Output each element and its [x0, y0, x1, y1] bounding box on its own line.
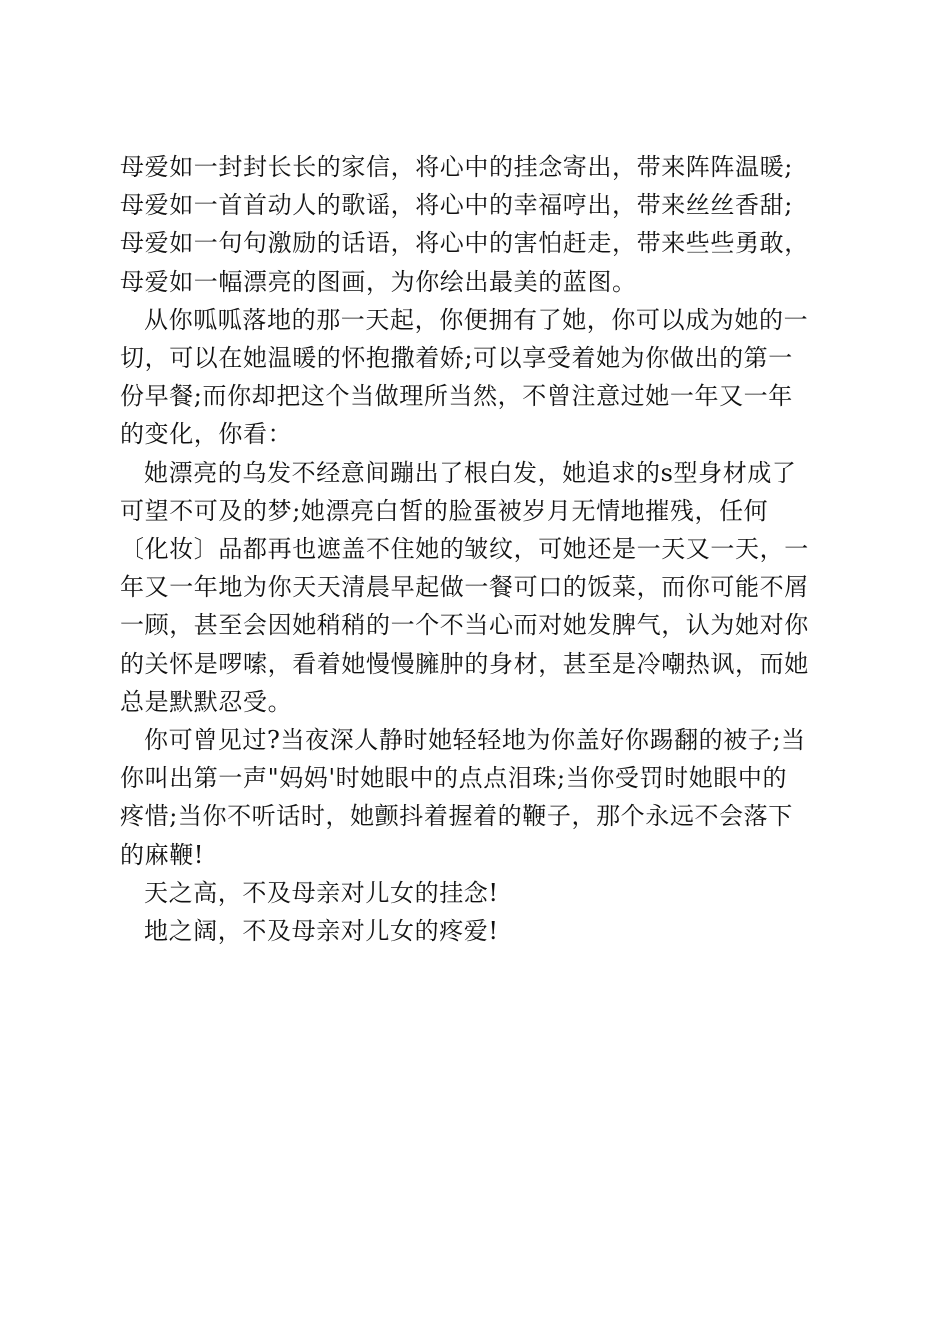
text-line: 从你呱呱落地的那一天起，你便拥有了她，你可以成为她的一 — [144, 305, 809, 334]
text-line: 的麻鞭! — [120, 840, 205, 869]
paragraph-1 — [120, 148, 840, 301]
text-line: 地之阔，不及母亲对儿女的疼爱! — [144, 917, 499, 946]
text-line: 你可曾见过?当夜深人静时她轻轻地为你盖好你踢翻的被子;当 — [144, 726, 806, 755]
paragraph-5 — [120, 874, 840, 912]
text-line: 母爱如一封封长长的家信，将心中的挂念寄出，带来阵阵温暖; — [120, 153, 793, 181]
text-line: 疼惜;当你不听话时，她颤抖着握着的鞭子，那个永远不会落下 — [120, 802, 793, 831]
paragraph-2 — [120, 301, 840, 454]
text-line: 一顾，甚至会因她稍稍的一个不当心而对她发脾气，认为她对你 — [120, 611, 809, 640]
text-line: 天之高，不及母亲对儿女的挂念! — [144, 878, 499, 907]
text-line: 母爱如一幅漂亮的图画，为你绘出最美的蓝图。 — [120, 267, 637, 296]
text-line: 可望不可及的梦;她漂亮白皙的脸蛋被岁月无情地摧残，任何 — [120, 496, 769, 525]
text-line: 的变化，你看： — [120, 420, 293, 449]
text-line: 〔化妆〕品都再也遮盖不住她的皱纹，可她还是一天又一天，一 — [120, 535, 809, 564]
document-body — [120, 148, 840, 950]
paragraph-4 — [120, 721, 840, 874]
text-line: 你叫出第一声"妈妈'时她眼中的点点泪珠;当你受罚时她眼中的 — [120, 764, 788, 793]
text-line: 年又一年地为你天天清晨早起做一餐可口的饭菜，而你可能不屑 — [120, 573, 809, 602]
text-line: 切，可以在她温暖的怀抱撒着娇;可以享受着她为你做出的第一 — [120, 344, 793, 373]
text-line: 她漂亮的乌发不经意间蹦出了根白发，她追求的s型身材成了 — [144, 458, 797, 487]
text-line: 母爱如一句句激励的话语，将心中的害怕赶走，带来些些勇敢， — [120, 229, 809, 258]
text-line: 母爱如一首首动人的歌谣，将心中的幸福哼出，带来丝丝香甜; — [120, 191, 793, 220]
paragraph-3 — [120, 454, 840, 721]
paragraph-6 — [120, 912, 840, 950]
text-line: 份早餐;而你却把这个当做理所当然，不曾注意过她一年又一年 — [120, 382, 793, 411]
text-line: 的关怀是啰嗦，看着她慢慢臃肿的身材，甚至是冷嘲热讽，而她 — [120, 649, 809, 678]
text-line: 总是默默忍受。 — [120, 687, 293, 716]
